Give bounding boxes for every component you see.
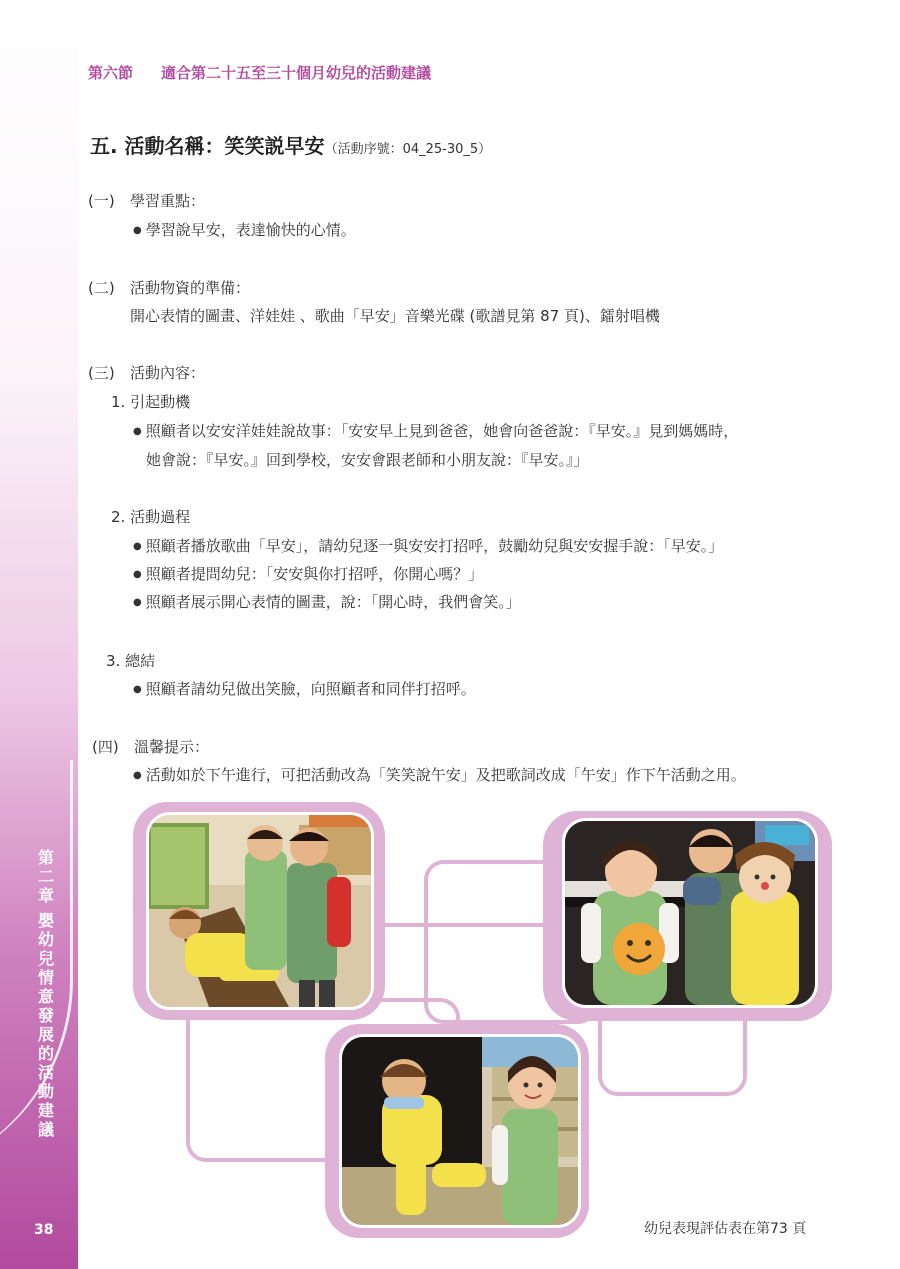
activity-serial: （活動序號：04_25-30_5） bbox=[324, 142, 492, 157]
step3-bullet: ● 照顧者請幼兒做出笑臉，向照顧者和同伴打招呼。 bbox=[133, 678, 476, 699]
content-number: (三) bbox=[88, 364, 115, 382]
step1-title: 1. 引起動機 bbox=[111, 393, 191, 411]
step3-title: 3. 總結 bbox=[106, 652, 156, 670]
photo-3-illustration bbox=[342, 1037, 578, 1225]
photo-girl-with-doll-piano bbox=[339, 1034, 581, 1228]
page-number: 38 bbox=[34, 1222, 54, 1238]
photo-1-illustration bbox=[149, 815, 371, 1007]
section-number: 第六節 bbox=[88, 64, 134, 82]
chapter-title: 嬰幼兒情意發展的活動建議 bbox=[37, 911, 54, 1139]
step2-bullet-3: ● 照顧者展示開心表情的圖畫，說：「開心時，我們會笑。」 bbox=[133, 591, 521, 612]
step2-title: 2. 活動過程 bbox=[111, 508, 191, 526]
tips-label: 溫馨提示： bbox=[134, 738, 210, 756]
step2-bullet-2: ● 照顧者提問幼兒：「安安與你打招呼，你開心嗎？」 bbox=[133, 563, 483, 584]
learning-label: 學習重點： bbox=[130, 192, 206, 210]
learning-number: (一) bbox=[88, 192, 115, 210]
photo-children-with-doll-chair bbox=[146, 812, 374, 1010]
chapter-label: 第二章 bbox=[37, 848, 54, 905]
content-label: 活動內容： bbox=[130, 364, 206, 382]
materials-number: (二) bbox=[88, 279, 115, 297]
tips-bullet: ● 活動如於下午進行，可把活動改為「笑笑說午安」及把歌詞改成「午安」作下午活動之用。 bbox=[133, 764, 746, 785]
activity-name: 五. 活動名稱：笑笑説早安 bbox=[90, 134, 325, 158]
photo-2-illustration bbox=[565, 821, 815, 1005]
assessment-reference: 幼兒表現評估表在第73 頁 bbox=[644, 1221, 807, 1237]
step1-bullet-line2: 她會說：『早安。』回到學校，安安會跟老師和小朋友說：『早安。』」 bbox=[146, 451, 589, 469]
tips-number: (四) bbox=[92, 738, 119, 756]
step1-bullet-line1: ● 照顧者以安安洋娃娃說故事：「安安早上見到爸爸，她會向爸爸說：『早安。』見到媽媽時， bbox=[133, 420, 738, 441]
materials-label: 活動物資的準備： bbox=[130, 279, 251, 297]
photo-children-smile-face-card bbox=[562, 818, 818, 1008]
step2-bullet-1: ● 照顧者播放歌曲「早安」，請幼兒逐一與安安打招呼，鼓勵幼兒與安安握手說：「早安。」 bbox=[133, 535, 723, 556]
section-title: 適合第二十五至三十個月幼兒的活動建議 bbox=[161, 64, 432, 82]
materials-text: 開心表情的圖畫、洋娃娃 、歌曲「早安」音樂光碟 (歌譜見第 87 頁)、鐳射唱機 bbox=[130, 307, 660, 325]
learning-bullet: ● 學習說早安，表達愉快的心情。 bbox=[133, 219, 356, 240]
